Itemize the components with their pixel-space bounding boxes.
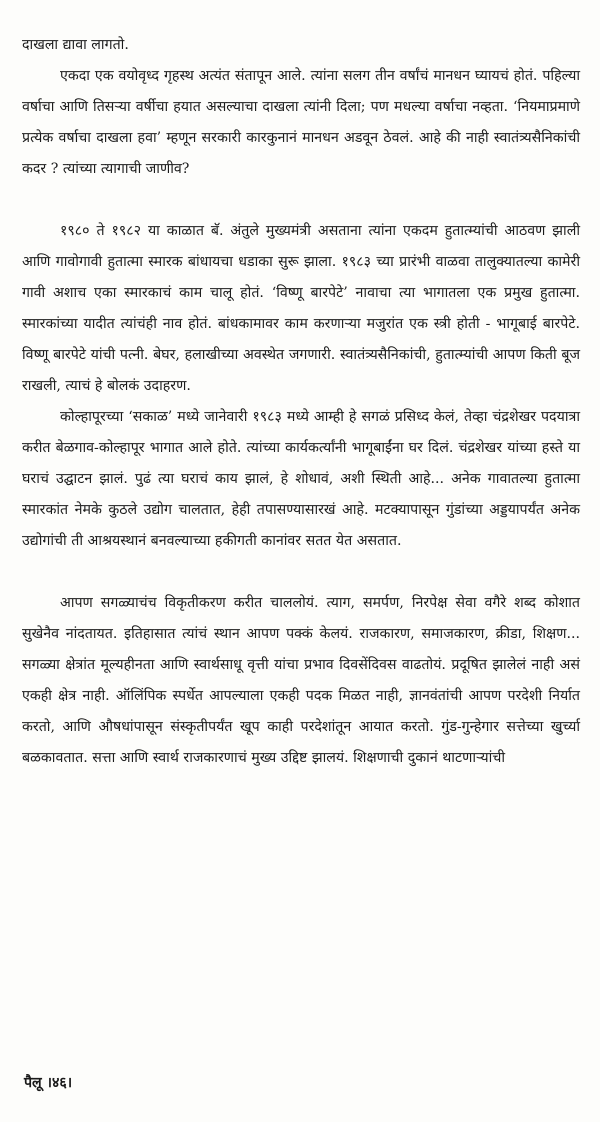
- paragraph-sakal-report: कोल्हापूरच्या ‘सकाळ’ मध्ये जानेवारी १९८३ मध्ये आम्ही हे सगळं प्रसिध्द केलं, तेव्हा चंद्रशेखर पदयात्रा करीत बेळगाव-कोल्हापूर भागात आले होते. त्यांच्या कार्यकर्त्यांनी भागूबाईंना घर दिलं. चंद्रशेखर यांच्या हस्ते या घराचं उद्घाटन झालं. पुढं त्या घराचं काय झालं, हे शोधावं, अशी स्थिती आहे... अनेक गावातल्या हुतात्मा स्मारकांत नेमके कुठले उद्योग चालतात, हेही तपासण्यासारखं आहे. मटक्यापासून गुंडांच्या अड्डयापर्यंत अनेक उद्योगांची ती आश्रयस्थानं बनवल्याच्या हकीगती कानांवर सतत येत असतात.: [22, 409, 580, 549]
- paragraph-value-decline: आपण सगळ्याचंच विकृतीकरण करीत चाललोयं. त्याग, समर्पण, निरपेक्ष सेवा वगैरे शब्द कोशात सुखेनैव नांदतायत. इतिहासात त्यांचं स्थान आपण पक्कं केलयं. राजकारण, समाजकारण, क्रीडा, शिक्षण... सगळ्या क्षेत्रांत मूल्यहीनता आणि स्वार्थसाधू वृत्ती यांचा प्रभाव दिवसेंदिवस वाढतोयं. प्रदूषित झालेलं नाही असं एकही क्षेत्र नाही. ऑलिंपिक स्पर्धेत आपल्याला एकही पदक मिळत नाही, ज्ञानवंतांची आपण परदेशी निर्यात करतो, आणि औषधांपासून संस्कृतीपर्यंत खूप काही परदेशांतून आयात करतो. गुंड-गुन्हेगार सत्तेच्या खुर्च्या बळकावतात. सत्ता आणि स्वार्थ राजकारणाचं मुख्य उद्दिष्ट झालयं. शिक्षणाची दुकानं थाटणाऱ्यांची: [22, 595, 580, 766]
- page-footer: [24, 1073, 72, 1093]
- paragraph-pension-anecdote: एकदा एक वयोवृध्द गृहस्थ अत्यंत संतापून आले. त्यांना सलग तीन वर्षांचं मानधन घ्यायचं होतं. पहिल्या वर्षाचा आणि तिसऱ्या वर्षीचा हयात असल्याचा दाखला त्यांनी दिला; पण मधल्या वर्षाचा नव्हता. ‘नियमाप्रमाणे प्रत्येक वर्षाचा दाखला हवा’ म्हणून सरकारी कारकुनानं मानधन अडवून ठेवलं. आहे की नाही स्वातंत्र्यसैनिकांची कदर ? त्यांच्या त्यागाची जाणीव?: [22, 68, 580, 177]
- paragraph-continuation: दाखला द्यावा लागतो.: [22, 37, 129, 53]
- paragraph-martyr-memorials: १९८० ते १९८२ या काळात बॅ. अंतुले मुख्यमंत्री असताना त्यांना एकदम हुतात्म्यांची आठवण झाली आणि गावोगावी हुतात्मा स्मारक बांधायचा धडाका सुरू झाला. १९८३ च्या प्रारंभी वाळवा तालुक्यातल्या कामेरी गावी अशाच एका स्मारकाचं काम चालू होतं. ‘विष्णू बारपेटे’ नावाचा त्या भागातला एक प्रमुख हुतात्मा. स्मारकांच्या यादीत त्यांचंही नाव होतं. बांधकामावर काम करणाऱ्या मजुरांत एक स्त्री होती - भागूबाई बारपेटे. विष्णू बारपेटे यांची पत्नी. बेघर, हलाखीच्या अवस्थेत जगणारी. स्वातंत्र्यसैनिकांची, हुतात्म्यांची आपण किती बूज राखली, त्याचं हे बोलकं उदाहरण.: [22, 223, 580, 394]
- running-title: पैलू: [24, 1075, 42, 1091]
- page-number: ।४६।: [46, 1075, 73, 1091]
- page-body: [22, 30, 580, 774]
